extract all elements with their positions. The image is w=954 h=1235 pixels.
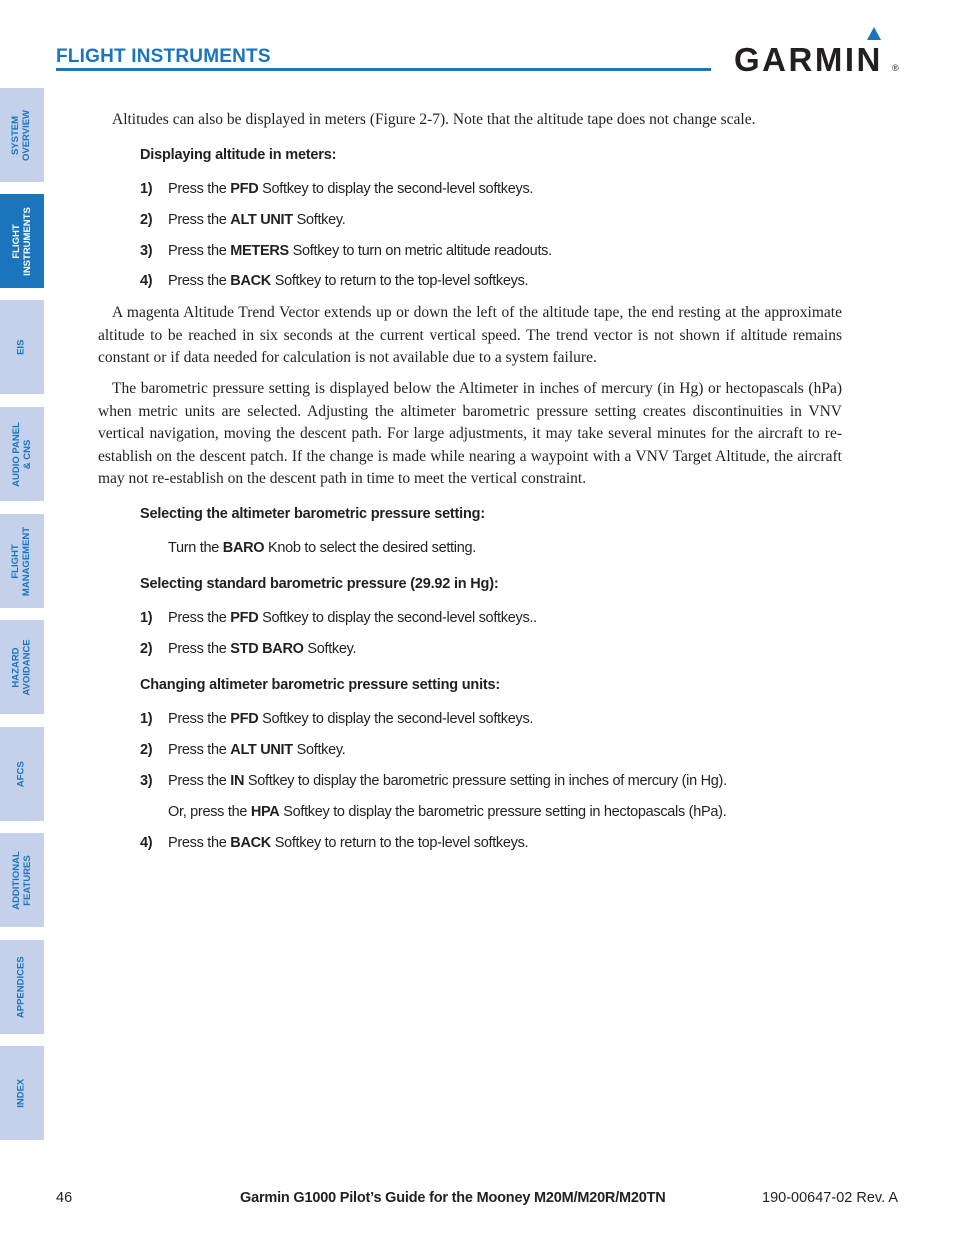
procedure-heading: Displaying altitude in meters: [140, 147, 337, 163]
tab-label: AUDIO PANEL & CNS [10, 421, 32, 487]
knob-name: BARO [222, 540, 265, 556]
step-number: 3) [140, 773, 153, 789]
tab-afcs[interactable] [0, 727, 44, 821]
garmin-logo [734, 24, 900, 76]
tab-label: FLIGHT INSTRUMENTS [10, 206, 32, 276]
procedure-step [140, 610, 537, 626]
softkey-name: PFD [230, 181, 259, 197]
tab-hazard-avoidance[interactable] [0, 620, 44, 714]
step-number: 3) [140, 243, 153, 259]
step-text: Turn the [168, 540, 223, 556]
procedure-step [140, 181, 533, 197]
step-number: 2) [140, 641, 153, 657]
section-title: FLIGHT INSTRUMENTS [56, 46, 271, 67]
tab-label: INDEX [15, 1078, 27, 1108]
step-text: Softkey to display the second-level softkeys.. [258, 610, 537, 626]
step-text: Press the [168, 773, 231, 789]
logo-registered-mark: ® [892, 63, 899, 73]
header-rule [56, 68, 711, 71]
step-number: 4) [140, 273, 153, 289]
procedure-heading: Changing altimeter barometric pressure setting units: [140, 677, 501, 693]
document-number: 190-00647-02 Rev. A [762, 1190, 898, 1206]
procedure-step-alternative [168, 804, 726, 820]
step-text: Press the [168, 243, 231, 259]
step-number: 2) [140, 742, 153, 758]
softkey-name: STD BARO [230, 641, 304, 657]
step-text: Press the [168, 181, 231, 197]
step-text: Softkey to turn on metric altitude readouts. [288, 243, 552, 259]
step-text: Softkey. [292, 742, 346, 758]
step-text: Press the [168, 610, 231, 626]
step-text: Softkey to display the barometric pressure setting in hectopascals (hPa). [279, 804, 727, 820]
step-text: Press the [168, 742, 231, 758]
step-text: Softkey to return to the top-level softkeys. [270, 835, 529, 851]
step-text: Softkey. [292, 212, 346, 228]
step-text: Press the [168, 835, 231, 851]
procedure-step [140, 835, 528, 851]
step-text: Knob to select the desired setting. [264, 540, 476, 556]
tab-label: SYSTEM OVERVIEW [10, 109, 32, 161]
softkey-name: BACK [230, 835, 271, 851]
procedure-step [140, 742, 346, 758]
step-text: Softkey. [303, 641, 357, 657]
step-text: Softkey to display the second-level softkeys. [258, 711, 534, 727]
step-text: Press the [168, 641, 231, 657]
tab-label: AFCS [15, 761, 27, 787]
step-number: 1) [140, 711, 153, 727]
softkey-name: PFD [230, 610, 259, 626]
footer-title: Garmin G1000 Pilot’s Guide for the Mooney M20M/M20R/M20TN [240, 1190, 666, 1206]
procedure-heading: Selecting standard barometric pressure (29.92 in Hg): [140, 576, 499, 592]
tab-flight-instruments[interactable] [0, 194, 44, 288]
step-text: Press the [168, 212, 231, 228]
procedure-step [140, 641, 356, 657]
softkey-name: PFD [230, 711, 259, 727]
page-number: 46 [56, 1190, 73, 1206]
procedure-step [140, 273, 528, 289]
procedure-step [140, 212, 346, 228]
procedure-step [140, 243, 552, 259]
trend-vector-paragraph: A magenta Altitude Trend Vector extends up or down the left of the altitude tape, the end resting at the approximate altitude to be reached in six seconds at the current vertical speed. The trend vector is not shown if altitude remains constant or if data needed for calculation is not available due to a system failure. [98, 304, 842, 366]
softkey-name: BACK [230, 273, 271, 289]
step-text: Press the [168, 273, 231, 289]
procedure-step [140, 711, 533, 727]
tab-label: HAZARD AVOIDANCE [10, 638, 32, 696]
tab-label: FLIGHT MANAGEMENT [10, 526, 33, 596]
tab-system-overview[interactable] [0, 88, 44, 182]
procedure-step [140, 773, 727, 789]
step-text: Softkey to return to the top-level softkeys. [270, 273, 529, 289]
tab-label: EIS [15, 339, 27, 355]
softkey-name: IN [230, 773, 245, 789]
tab-label: ADDITIONAL FEATURES [10, 850, 33, 910]
baro-paragraph: The barometric pressure setting is displayed below the Altimeter in inches of mercury (in Hg) or hectopascals (hPa) when metric units are selected. Adjusting the altimeter barometric pressure setting creates discontinuities in VNV vertical navigation, moving the descent path. For large adjustments, it may take several minutes for the aircraft to re-establish on the descent patch. If the change is made while nearing a waypoint with a VNV Target Altitude, the aircraft may not re-establish on the descent path in time to meet the vertical constraint. [98, 380, 842, 487]
intro-paragraph: Altitudes can also be displayed in meters (Figure 2-7). Note that the altitude tape does not change scale. [112, 111, 756, 128]
tab-flight-management[interactable] [0, 514, 44, 608]
tab-index[interactable] [0, 1046, 44, 1140]
softkey-name: METERS [230, 243, 289, 259]
step-number: 1) [140, 610, 153, 626]
step-text: Softkey to display the barometric pressure setting in inches of mercury (in Hg). [244, 773, 727, 789]
step-text: Press the [168, 711, 231, 727]
step-text: Or, press the [168, 804, 251, 820]
step-number: 2) [140, 212, 153, 228]
tab-additional-features[interactable] [0, 833, 44, 927]
step-number: 4) [140, 835, 153, 851]
logo-triangle [867, 27, 881, 40]
softkey-name: HPA [250, 804, 280, 820]
tab-eis[interactable] [0, 300, 44, 394]
procedure-heading: Selecting the altimeter barometric pressure setting: [140, 506, 485, 522]
softkey-name: ALT UNIT [230, 742, 293, 758]
tab-appendices[interactable] [0, 940, 44, 1034]
logo-text: GARMIN [734, 41, 883, 76]
softkey-name: ALT UNIT [230, 212, 293, 228]
tab-label: APPENDICES [15, 956, 27, 1018]
tab-audio-panel-cns[interactable] [0, 407, 44, 501]
step-number: 1) [140, 181, 153, 197]
step-text: Softkey to display the second-level softkeys. [258, 181, 534, 197]
procedure-step [168, 540, 476, 556]
